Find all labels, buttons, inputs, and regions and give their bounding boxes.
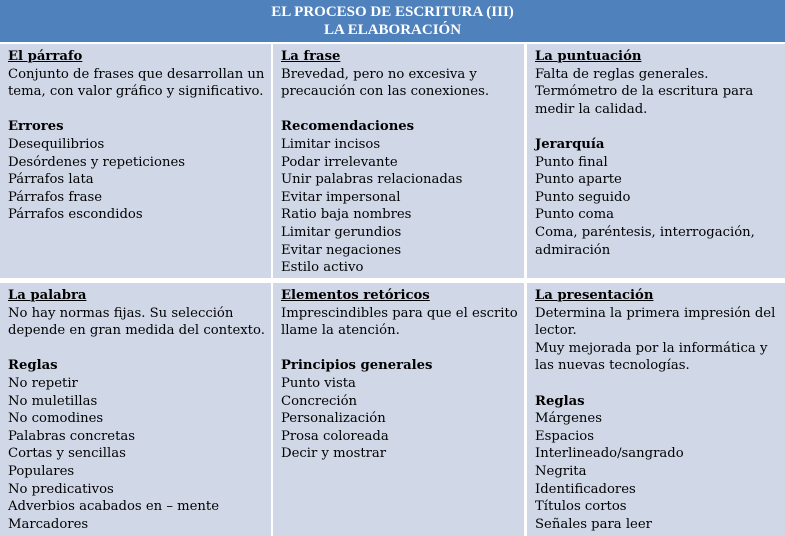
list-item: No predicativos <box>8 481 114 497</box>
section-description-line: depende en gran medida del contexto. <box>8 323 265 339</box>
section-heading: La presentación <box>535 288 654 303</box>
list-item: Coma, paréntesis, interrogación, <box>535 224 755 240</box>
list-item: Decir y mostrar <box>281 446 387 462</box>
list-item: Marcadores <box>8 516 89 532</box>
list-item: Adverbios acabados en – mente <box>8 499 220 515</box>
list-item: No repetir <box>8 375 78 391</box>
section-description-line: llame la atención. <box>281 323 400 339</box>
section-description-line: medir la calidad. <box>535 101 648 117</box>
section-subheading: Recomendaciones <box>281 119 415 135</box>
cell-puntuacion <box>527 44 785 278</box>
list-item: Párrafos escondidos <box>8 207 143 223</box>
list-item: Unir palabras relacionadas <box>281 172 463 188</box>
list-item: Señales para leer <box>535 516 652 532</box>
list-item: Espacios <box>535 428 595 444</box>
section-description-line: Termómetro de la escritura para <box>535 84 754 100</box>
list-item: Populares <box>8 463 75 479</box>
section-description-line: tema, con valor gráfico y significativo. <box>8 84 264 100</box>
section-subheading: Principios generales <box>281 358 433 374</box>
section-description-line: Falta de reglas generales. <box>535 66 709 82</box>
list-item: Palabras concretas <box>8 428 136 444</box>
list-item: Limitar incisos <box>281 136 381 152</box>
section-description-line: No hay normas fijas. Su selección <box>8 305 234 321</box>
section-subheading: Jerarquía <box>535 136 605 152</box>
section-subheading: Reglas <box>535 393 585 409</box>
list-item: Personalización <box>281 411 386 427</box>
list-item: Podar irrelevante <box>281 154 398 170</box>
section-subheading: Reglas <box>8 358 58 374</box>
list-item: admiración <box>535 242 611 258</box>
section-subheading: Errores <box>8 119 64 135</box>
list-item: Evitar negaciones <box>281 242 402 258</box>
list-item: Interlineado/sangrado <box>535 446 684 462</box>
list-item: Punto final <box>535 154 608 170</box>
section-description-line: lector. <box>535 323 577 339</box>
list-item: Negrita <box>535 463 587 479</box>
section-description-line: Conjunto de frases que desarrollan un <box>8 66 265 82</box>
list-item: Estilo activo <box>281 260 364 276</box>
cell-palabra <box>0 283 271 536</box>
section-heading: La palabra <box>8 288 87 303</box>
list-item: Limitar gerundios <box>281 224 402 240</box>
list-item: Prosa coloreada <box>281 428 389 444</box>
title-banner <box>0 0 785 42</box>
section-heading: El párrafo <box>8 49 83 64</box>
section-description-line: precaución con las conexiones. <box>281 84 490 100</box>
list-item: Punto vista <box>281 375 356 391</box>
section-heading: La frase <box>281 49 341 64</box>
list-item: Punto seguido <box>535 189 631 205</box>
section-description-line: Muy mejorada por la informática y <box>535 340 768 356</box>
section-heading: La puntuación <box>535 49 642 64</box>
list-item: Punto aparte <box>535 172 622 188</box>
list-item: Párrafos lata <box>8 172 94 188</box>
list-item: Evitar impersonal <box>281 189 401 205</box>
cell-retoricos <box>273 283 524 536</box>
list-item: Desequilibrios <box>8 136 105 152</box>
list-item: Márgenes <box>535 411 602 427</box>
section-description-line: las nuevas tecnologías. <box>535 358 690 374</box>
list-item: No muletillas <box>8 393 98 409</box>
list-item: Cortas y sencillas <box>8 446 126 462</box>
title-line-2: LA ELABORACIÓN <box>323 22 462 38</box>
list-item: Desórdenes y repeticiones <box>8 154 186 170</box>
section-heading: Elementos retóricos <box>281 288 430 303</box>
list-item: Concreción <box>281 393 358 409</box>
cell-frase <box>273 44 524 278</box>
section-description-line: Determina la primera impresión del <box>535 305 776 321</box>
list-item: No comodines <box>8 411 104 427</box>
list-item: Punto coma <box>535 207 614 223</box>
title-line-1: EL PROCESO DE ESCRITURA (III) <box>271 4 514 20</box>
list-item: Identificadores <box>535 481 636 497</box>
list-item: Títulos cortos <box>535 499 627 515</box>
section-description-line: Brevedad, pero no excesiva y <box>281 66 477 82</box>
list-item: Ratio baja nombres <box>281 207 412 223</box>
section-description-line: Imprescindibles para que el escrito <box>281 305 518 321</box>
cell-presentacion <box>527 283 785 536</box>
list-item: Párrafos frase <box>8 189 103 205</box>
cell-parrafo <box>0 44 271 278</box>
